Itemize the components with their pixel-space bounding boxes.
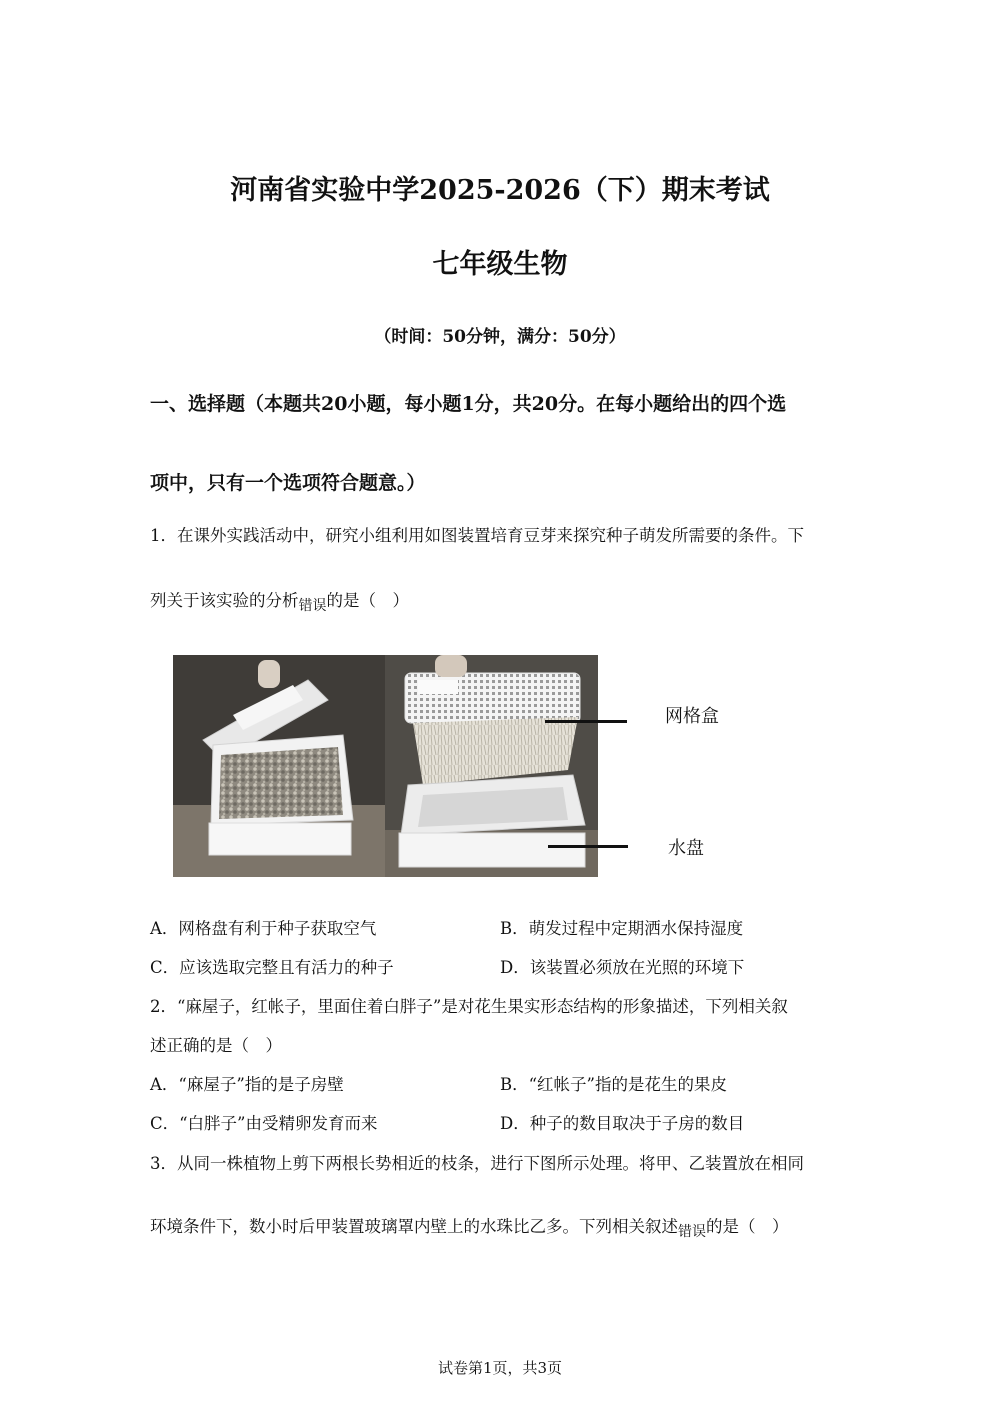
q3-line1: 3．从同一株植物上剪下两根长势相近的枝条，进行下图所示处理。将甲、乙装置放在相同 [150,1154,804,1173]
section-heading-line1: 一、选择题（本题共20小题，每小题1分，共20分。在每小题给出的四个选 [150,393,787,415]
q1-line1: 1．在课外实践活动中，研究小组利用如图装置培育豆芽来探究种子萌发所需要的条件。下 [150,526,804,545]
sprouting-tray-photo [173,655,598,877]
q2-option-b: B．“红帐子”指的是花生的果皮 [500,1075,727,1094]
q1-option-a: A．网格盘有利于种子获取空气 [150,919,377,938]
q3-line2-pre: 环境条件下，数小时后甲装置玻璃罩内壁上的水珠比乙多。下列相关叙述 [150,1217,678,1236]
subject-title: 七年级生物 [432,249,568,280]
time-info: （时间：50分钟，满分：50分） [374,327,626,347]
q2-option-d: D．种子的数目取决于子房的数目 [500,1114,745,1133]
q3-line2-post: 的是（ ） [706,1217,789,1236]
q2-line2: 述正确的是（ ） [150,1036,282,1055]
q1-option-b: B．萌发过程中定期洒水保持湿度 [500,919,744,938]
q1-line2-post: 的是（ ） [326,591,409,610]
q3-emphasis-error: 错误 [678,1224,706,1240]
label-grid-box: 网格盒 [665,706,719,727]
q2-line1: 2．“麻屋子，红帐子，里面住着白胖子”是对花生果实形态结构的形象描述，下列相关叙 [150,997,788,1016]
exam-title: 河南省实验中学2025-2026（下）期末考试 [230,175,770,206]
q2-option-c: C．“白胖子”由受精卵发育而来 [150,1114,378,1133]
page-footer: 试卷第1页，共3页 [437,1359,563,1377]
section-heading-line2: 项中，只有一个选项符合题意。） [150,472,426,494]
label-water-tray: 水盘 [668,838,704,859]
pointer-line-water-tray [548,845,628,848]
sprouting-tray-illustration [173,655,598,877]
q1-option-d: D．该装置必须放在光照的环境下 [500,958,745,977]
q1-option-c: C．应该选取完整且有活力的种子 [150,958,394,977]
q1-line2 [150,587,409,614]
pointer-line-grid-box [545,720,627,723]
q1-line2-pre: 列关于该实验的分析 [150,591,299,610]
q1-emphasis-error: 错误 [298,598,327,614]
q2-option-a: A．“麻屋子”指的是子房壁 [150,1075,344,1094]
q3-line2 [150,1213,789,1240]
